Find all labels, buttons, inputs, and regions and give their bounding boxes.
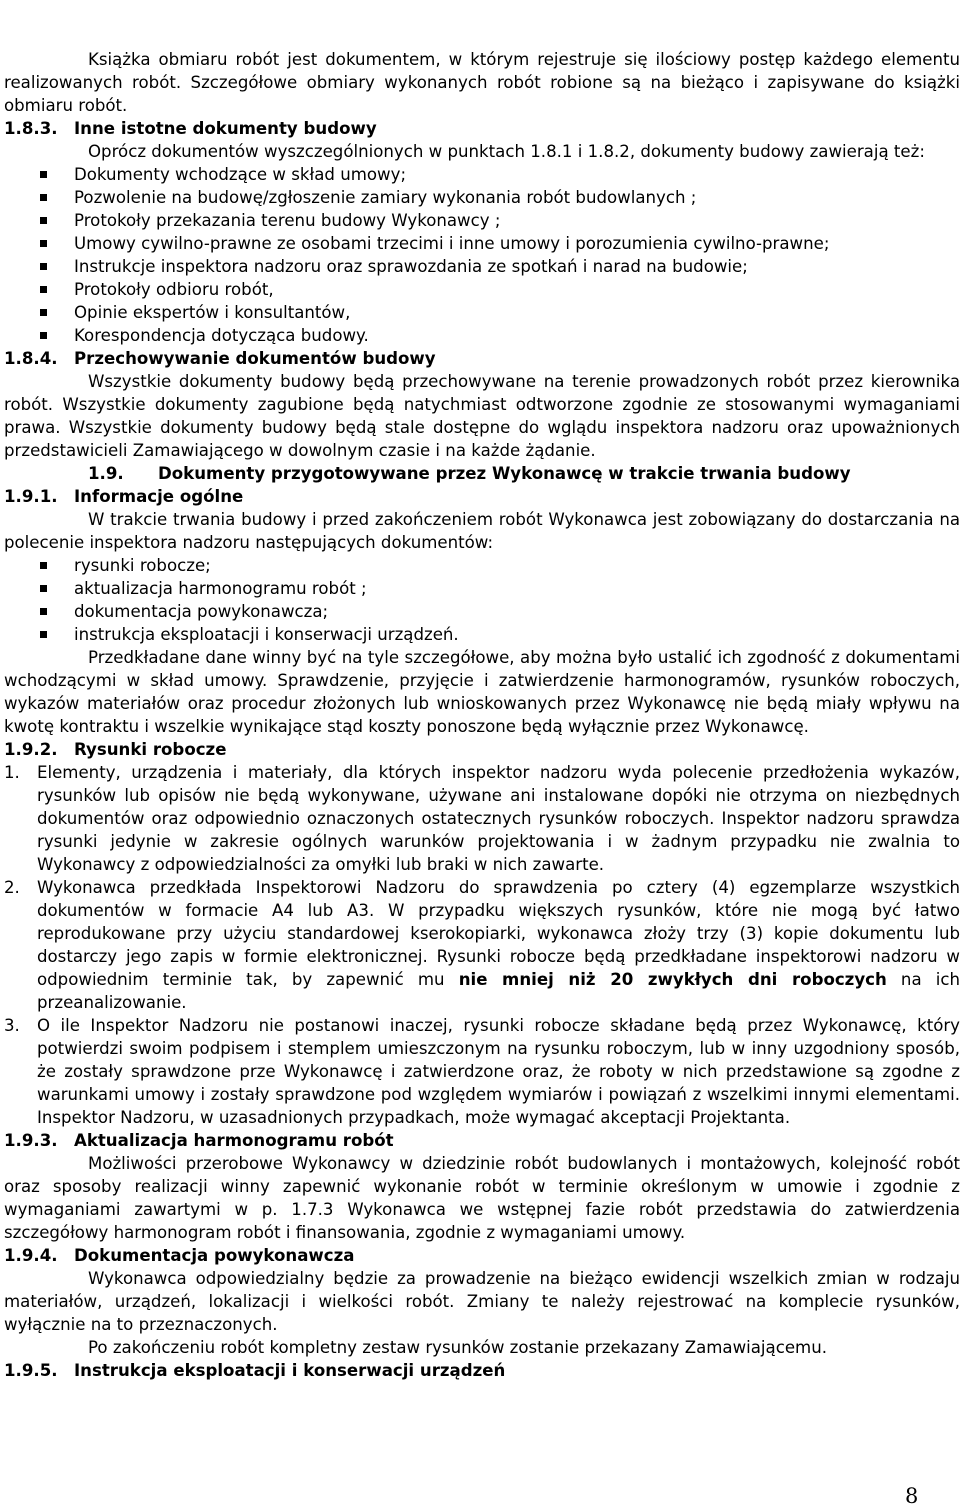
section-number: 1.8.4. bbox=[4, 349, 58, 368]
bullet-icon bbox=[40, 631, 47, 638]
section-number: 1.9.2. bbox=[4, 740, 58, 759]
section-title: Inne istotne dokumenty budowy bbox=[74, 119, 377, 138]
numbered-item: 2. Wykonawca przedkłada Inspektorowi Nadzoru do sprawdzenia po cztery (4) egzemplarze wszystkich dokumentów w formacie A4 lub A3. W przypadku większych rysunków, które nie mogą być łatwo reprodukowane przy użyciu standardowej kserokopiarki, wykonawca złoży trzy (3) kopie dokumentu lub dostarczy jego zapis w formie elektronicznej. Rysunki robocze będą przedkładane inspektorowi nadzoru w odpowiednim terminie tak, by zapewnić mu nie mniej niż 20 zwykłych dni roboczych na ich przeanalizowanie. bbox=[4, 878, 960, 1012]
intro-paragraph: Książka obmiaru robót jest dokumentem, w którym rejestruje się ilościowy postęp każdego elementu realizowanych robót. Szczegółowe obmiary wykonanych robót robione są na bieżąco i zapisywane do książki obmiaru robót. bbox=[4, 50, 960, 115]
section-194-text2: Po zakończeniu robót kompletny zestaw rysunków zostanie przekazany Zamawiającemu. bbox=[88, 1338, 828, 1357]
bullet-icon bbox=[40, 608, 47, 615]
bullet-icon bbox=[40, 217, 47, 224]
list-item: Korespondencja dotycząca budowy. bbox=[4, 324, 960, 347]
bullet-icon bbox=[40, 585, 47, 592]
section-191-text: W trakcie trwania budowy i przed zakończeniem robót Wykonawca jest zobowiązany do dostarczania na polecenie inspektora nadzoru następujących dokumentów: bbox=[4, 510, 960, 552]
section-heading-19 bbox=[4, 462, 960, 485]
section-heading-195 bbox=[4, 1359, 960, 1382]
section-number: 1.9.1. bbox=[4, 487, 58, 506]
section-number: 1.9.4. bbox=[4, 1246, 58, 1265]
numbered-item: 1. Elementy, urządzenia i materiały, dla których inspektor nadzoru wyda polecenie przedłożenia wykazów, rysunków lub opisów nie będą wykonywane, używane ani instalowane dopóki nie otrzyma on niezbędnych dokumentów oraz odpowiednio oznaczonych ostatecznych rysunków roboczych. Inspektor nadzoru sprawdza rysunki jedynie w zakresie ogólnych warunków projektowania i w żadnym przypadku nie zwalnia to Wykonawcy z odpowiedzialności za omyłki lub braki w nich zawarte. bbox=[4, 763, 960, 874]
emphasis-text: nie mniej niż 20 zwykłych dni roboczych bbox=[458, 970, 887, 989]
list-item: Opinie ekspertów i konsultantów, bbox=[4, 301, 960, 324]
list-item: Umowy cywilno-prawne ze osobami trzecimi i inne umowy i porozumienia cywilno-prawne; bbox=[4, 232, 960, 255]
section-heading-191 bbox=[4, 485, 960, 508]
section-title: Przechowywanie dokumentów budowy bbox=[74, 349, 436, 368]
section-title: Aktualizacja harmonogramu robót bbox=[74, 1131, 394, 1150]
bullet-icon bbox=[40, 194, 47, 201]
list-item: dokumentacja powykonawcza; bbox=[4, 600, 960, 623]
bullet-icon bbox=[40, 263, 47, 270]
section-heading-193 bbox=[4, 1129, 960, 1152]
list-item: aktualizacja harmonogramu robót ; bbox=[4, 577, 960, 600]
section-194-text: Wykonawca odpowiedzialny będzie za prowadzenie na bieżąco ewidencji wszelkich zmian w rodzaju materiałów, urządzeń, lokalizacji i wielkości robót. Zmiany te należy rejestrować na komplecie rysunków, wyłącznie na to przeznaczonych. bbox=[4, 1269, 960, 1334]
bullet-icon bbox=[40, 332, 47, 339]
section-183-text: Oprócz dokumentów wyszczególnionych w punktach 1.8.1 i 1.8.2, dokumenty budowy zawierają też: bbox=[88, 142, 925, 161]
list-item: instrukcja eksploatacji i konserwacji urządzeń. bbox=[4, 623, 960, 646]
bullet-icon bbox=[40, 562, 47, 569]
section-number: 1.8.3. bbox=[4, 119, 58, 138]
top-mark bbox=[478, 0, 482, 11]
section-191-text2: Przedkładane dane winny być na tyle szczegółowe, aby można było ustalić ich zgodność z dokumentami wchodzącymi w skład umowy. Sprawdzenie, przyjęcie i zatwierdzenie harmonogramów, rysunków roboczych, wykazów materiałów oraz procedur złożonych lub wnioskowanych przez Wykonawcę nie będą miały wpływu na kwotę kontraktu i wszelkie wynikające stąd koszty ponoszone będą wyłącznie przez Wykonawcę. bbox=[4, 648, 960, 736]
section-title: Rysunki robocze bbox=[74, 740, 227, 759]
list-item: Pozwolenie na budowę/zgłoszenie zamiary wykonania robót budowlanych ; bbox=[4, 186, 960, 209]
section-heading-194 bbox=[4, 1244, 960, 1267]
section-number: 1.9. bbox=[88, 464, 124, 483]
section-number: 1.9.5. bbox=[4, 1361, 58, 1380]
page-number: 8 bbox=[905, 1484, 919, 1508]
section-184-text: Wszystkie dokumenty budowy będą przechowywane na terenie prowadzonych robót przez kierownika robót. Wszystkie dokumenty zagubione będą natychmiast odtworzone zgodnie ze stosowanymi wymaganiami prawa. Wszystkie dokumenty budowy będą stale dostępne do wglądu inspektora nadzoru oraz upoważnionych przedstawicieli Zamawiającego w dowolnym czasie i na każde żądanie. bbox=[4, 372, 960, 460]
numbered-item: 3. O ile Inspektor Nadzoru nie postanowi inaczej, rysunki robocze składane będą przez Wykonawcę, który potwierdzi swoim podpisem i stemplem umieszczonym na rysunku roboczym, lub w inny uzgodniony sposób, że zostały sprawdzone prze Wykonawcę i zatwierdzone oraz, że roboty w nich przedstawione są zgodne z warunkami umowy i zostały sprawdzone pod względem wymiarów i powiązań z wszelkimi innymi elementami. Inspektor Nadzoru, w uzasadnionych przypadkach, może wymagać akceptacji Projektanta. bbox=[4, 1016, 960, 1127]
section-191-list bbox=[4, 554, 960, 646]
section-heading-192 bbox=[4, 738, 960, 761]
list-item: rysunki robocze; bbox=[4, 554, 960, 577]
bullet-icon bbox=[40, 171, 47, 178]
section-193-text: Możliwości przerobowe Wykonawcy w dziedzinie robót budowlanych i montażowych, kolejność robót oraz sposoby realizacji winny zapewnić wykonanie robót w terminie określonym w umowie i zgodnie z wymaganiami zawartymi w p. 1.7.3 Wykonawca we wstępnej fazie robót przedstawia do zatwierdzenia szczegółowy harmonogram robót i finansowania, zgodnie z wymaganiami umowy. bbox=[4, 1154, 960, 1242]
section-183-list bbox=[4, 163, 960, 347]
list-item: Protokoły przekazania terenu budowy Wykonawcy ; bbox=[4, 209, 960, 232]
document-page bbox=[4, 48, 960, 1382]
bullet-icon bbox=[40, 240, 47, 247]
section-number: 1.9.3. bbox=[4, 1131, 58, 1150]
list-item: Instrukcje inspektora nadzoru oraz sprawozdania ze spotkań i narad na budowie; bbox=[4, 255, 960, 278]
section-title: Dokumentacja powykonawcza bbox=[74, 1246, 355, 1265]
bullet-icon bbox=[40, 309, 47, 316]
section-title: Instrukcja eksploatacji i konserwacji urządzeń bbox=[74, 1361, 506, 1380]
section-heading-184 bbox=[4, 347, 960, 370]
section-heading-183 bbox=[4, 117, 960, 140]
bullet-icon bbox=[40, 286, 47, 293]
section-title: Dokumenty przygotowywane przez Wykonawcę w trakcie trwania budowy bbox=[158, 464, 851, 483]
list-item: Dokumenty wchodzące w skład umowy; bbox=[4, 163, 960, 186]
list-item: Protokoły odbioru robót, bbox=[4, 278, 960, 301]
section-title: Informacje ogólne bbox=[74, 487, 244, 506]
section-192-list bbox=[4, 761, 960, 1129]
